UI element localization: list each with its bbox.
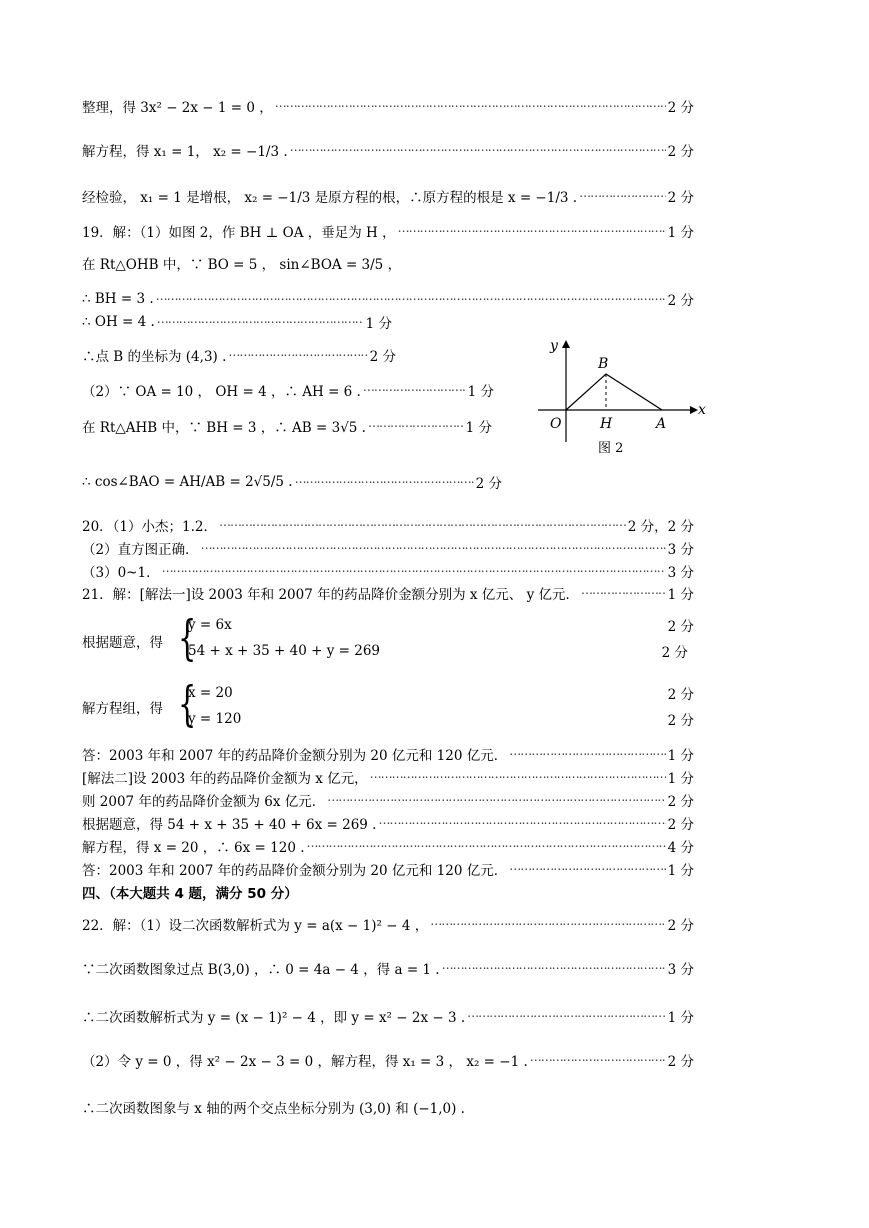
leader-dots <box>295 475 474 489</box>
leader-dots <box>530 1053 666 1067</box>
leader-dots <box>201 541 666 555</box>
label-x: x <box>698 402 706 418</box>
equation-system: 根据题意，得 { y = 6x 2 分 54 + x + 35 + 40 + y = 269 2 分 <box>82 610 694 666</box>
answer-line: 经检验， x₁ = 1 是增根， x₂ = −1/3 是原方程的根，∴原方程的根是 x = −1/3 . …………………………………………………………………………………………………………………………………………………… 2 分 <box>82 185 694 207</box>
leader-dots <box>509 747 665 761</box>
leader-dots <box>228 348 367 362</box>
equation-row: x = 20 2 分 <box>188 685 694 703</box>
answer-line: 21．解：[解法一]设 2003 年和 2007 年的药品降价金额分别为 x 亿元、 y 亿元． …………………………………………………………………………………………………………………………………………………… 1 分 <box>82 582 694 604</box>
answer-line: （2）令 y = 0 ，得 x² − 2x − 3 = 0 ，解方程，得 x₁ = 3 ， x₂ = −1 . …………………………………………………………………………………………………………………………………………………… 2 分 <box>82 1049 694 1071</box>
equation-row: 54 + x + 35 + 40 + y = 269 2 分 <box>188 643 688 661</box>
leader-dots <box>156 292 666 306</box>
leader-dots <box>368 419 464 433</box>
answer-line: 19．解：（1）如图 2，作 BH ⊥ OA ，垂足为 H ， …………………………………………………………………………………………………………………………………………………… 1 分 <box>82 220 694 242</box>
leader-dots <box>380 644 662 658</box>
label-y: y <box>550 338 558 354</box>
label-h: H <box>600 416 613 432</box>
leader-dots <box>288 618 668 632</box>
leader-dots <box>363 383 466 397</box>
x-axis-arrow-icon <box>690 406 698 414</box>
leader-dots <box>162 564 666 578</box>
equation-row: y = 6x 2 分 <box>188 617 694 635</box>
y-axis-arrow-icon <box>562 340 570 348</box>
leader-dots <box>275 99 666 113</box>
leader-dots <box>290 143 666 157</box>
answer-line: ∴点 B 的坐标为 (4,3) . …………………………………………………………………………………………………………………………………………………… 2 分 <box>82 344 396 366</box>
leader-dots <box>581 586 666 600</box>
leader-dots <box>370 770 666 784</box>
answer-line: 则 2007 年的药品降价金额为 6x 亿元． …………………………………………………………………………………………………………………………………………………… 2 分 <box>82 789 694 811</box>
answer-line: ∴ OH = 4 . …………………………………………………………………………………………………………………………………………………… 1 分 <box>82 311 392 333</box>
leader-dots <box>378 816 665 830</box>
leader-dots <box>398 224 666 238</box>
equation-system: 解方程组，得 { x = 20 2 分 y = 120 2 分 <box>82 676 694 732</box>
leader-dots <box>442 961 666 975</box>
leader-dots <box>467 1009 665 1023</box>
label-b: B <box>598 356 609 372</box>
brace-icon: { <box>178 676 197 732</box>
section-heading: 四、（本大题共 4 题，满分 50 分） <box>82 886 298 902</box>
brace-icon: { <box>178 610 197 666</box>
label-a: A <box>656 416 667 432</box>
leader-dots <box>157 315 364 329</box>
answer-line: 在 Rt△OHB 中，∵ BO = 5 ， sin∠BOA = 3/5 ， <box>82 257 402 273</box>
leader-dots <box>248 712 668 726</box>
leader-dots <box>307 839 666 853</box>
answer-line: 20．（1）小杰；1.2． …………………………………………………………………………………………………………………………………………………… 2 分，2 分 <box>82 514 694 536</box>
answer-line: （2）∵ OA = 10 ， OH = 4 ，∴ AH = 6 . …………………………………………………………………………………………………………………………………………………… 1 分 <box>82 379 494 401</box>
leader-dots <box>430 917 665 931</box>
figure-caption: 图 2 <box>598 441 624 456</box>
answer-line: ∵二次函数图象过点 B(3,0) ，∴ 0 = 4a − 4 ，得 a = 1 . …………………………………………………………………………………………………………………………………………………… 3 分 <box>82 957 694 979</box>
answer-line: ∴ BH = 3 . …………………………………………………………………………………………………………………………………………………… 2 分 <box>82 288 694 310</box>
leader-dots <box>509 862 665 876</box>
answer-line: （3）0~1． …………………………………………………………………………………………………………………………………………………… 3 分 <box>82 560 694 582</box>
answer-line: ∴二次函数解析式为 y = (x − 1)² − 4 ，即 y = x² − 2x − 3 . …………………………………………………………………………………………………………………………………………………… 1 分 <box>82 1005 694 1027</box>
leader-dots <box>219 518 626 532</box>
answer-line: （2）直方图正确． …………………………………………………………………………………………………………………………………………………… 3 分 <box>82 537 694 559</box>
answer-line: 答：2003 年和 2007 年的药品降价金额分别为 20 亿元和 120 亿元． …………………………………………………………………………………………………………………………………………………… 1 分 <box>82 858 694 880</box>
answer-line: 整理，得 3x² − 2x − 1 = 0 ， …………………………………………………………………………………………………………………………………………………… 2 分 <box>82 95 694 117</box>
answer-line: ∴二次函数图象与 x 轴的两个交点坐标分别为 (3,0) 和 (−1,0) . <box>82 1101 465 1117</box>
label-o: O <box>550 416 562 432</box>
leader-dots <box>327 793 665 807</box>
answer-line: 解方程，得 x₁ = 1， x₂ = −1/3 . …………………………………………………………………………………………………………………………………………………… 2 分 <box>82 139 694 161</box>
answer-line: 根据题意，得 54 + x + 35 + 40 + 6x = 269 . …………………………………………………………………………………………………………………………………………………… 2 分 <box>82 812 694 834</box>
leader-dots <box>579 189 666 203</box>
equation-row: y = 120 2 分 <box>188 711 694 729</box>
figure-2 <box>530 330 710 460</box>
answer-line: ∴ cos∠BAO = AH/AB = 2√5/5 . …………………………………………………………………………………………………………………………………………………… 2 分 <box>82 471 502 493</box>
answer-line: 在 Rt△AHB 中，∵ BH = 3 ，∴ AB = 3√5 . …………………………………………………………………………………………………………………………………………………… 1 分 <box>82 415 492 437</box>
triangle-obo <box>566 374 662 410</box>
answer-line: 22．解：（1）设二次函数解析式为 y = a(x − 1)² − 4 ， …………………………………………………………………………………………………………………………………………………… 2 分 <box>82 913 694 935</box>
leader-dots <box>248 686 668 700</box>
answer-line: 答：2003 年和 2007 年的药品降价金额分别为 20 亿元和 120 亿元． …………………………………………………………………………………………………………………………………………………… 1 分 <box>82 743 694 765</box>
answer-line: [解法二]设 2003 年的药品降价金额为 x 亿元， …………………………………………………………………………………………………………………………………………………… 1 分 <box>82 766 694 788</box>
answer-line: 解方程，得 x = 20 ，∴ 6x = 120 . …………………………………………………………………………………………………………………………………………………… 4 分 <box>82 835 694 857</box>
